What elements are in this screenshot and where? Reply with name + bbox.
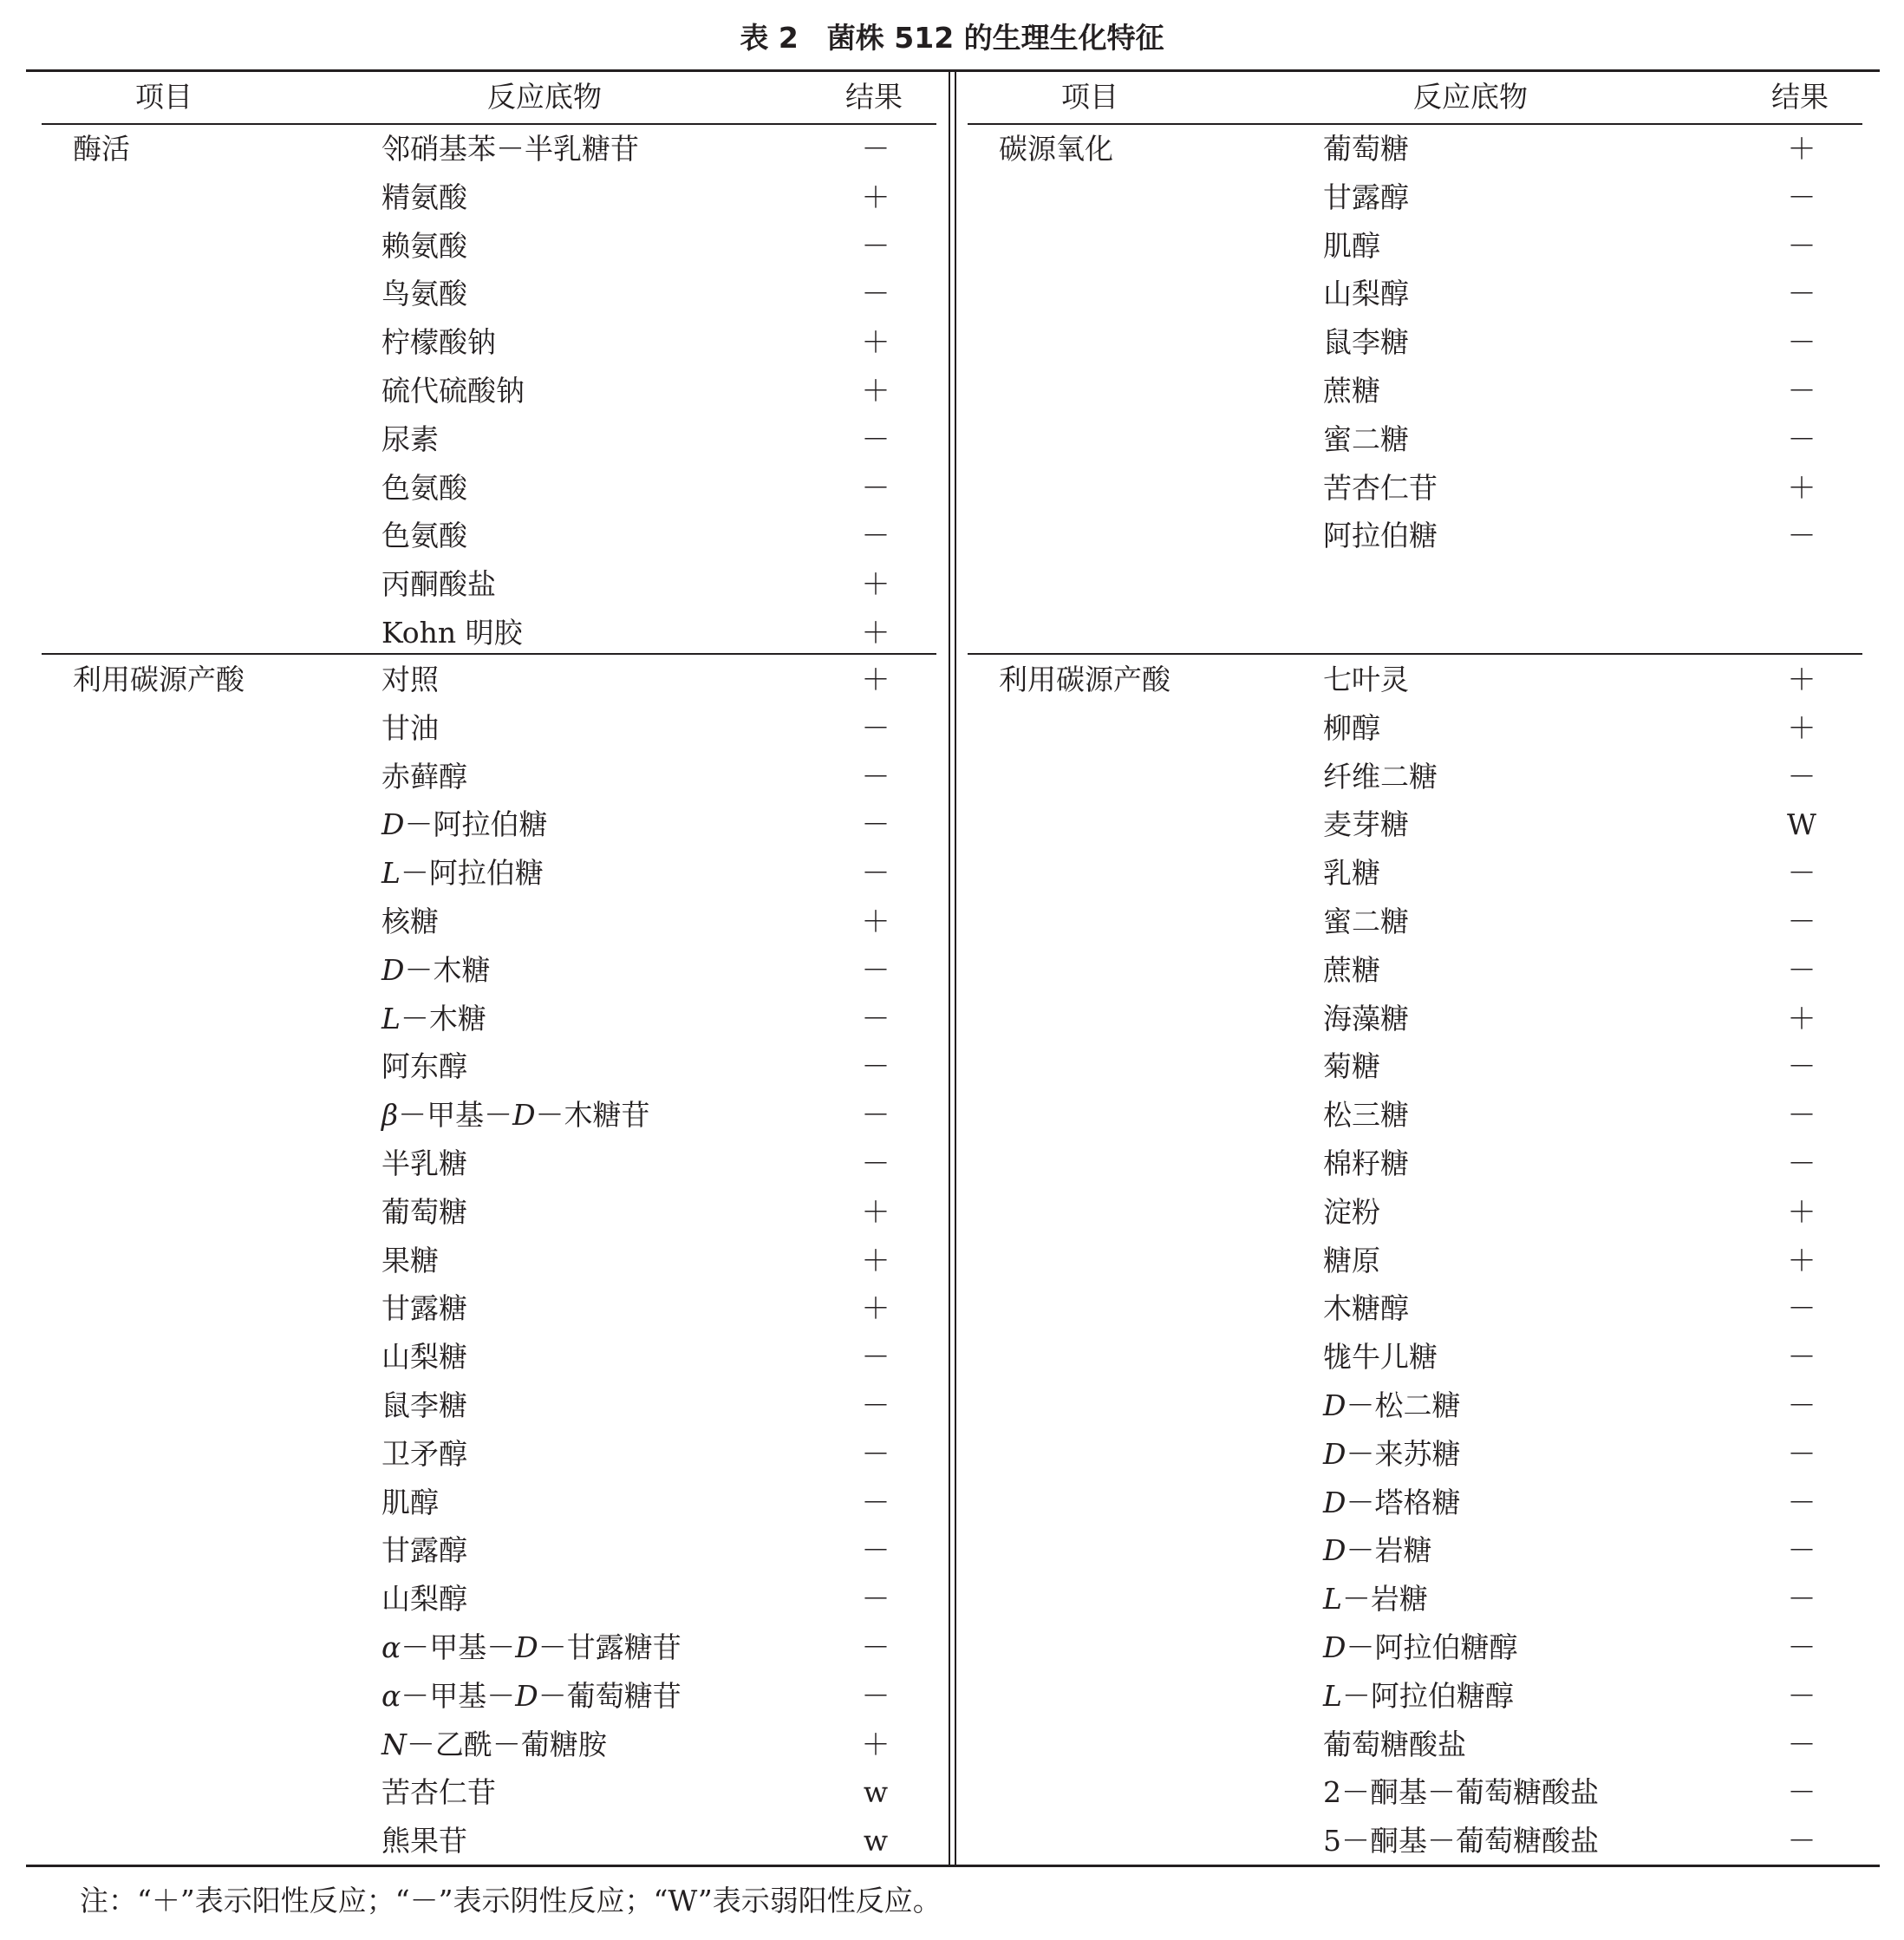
result-cell: － [1787, 905, 1816, 938]
header-result-left: 结果 [845, 80, 903, 114]
substrate-cell: 麦芽糖 [1323, 807, 1409, 842]
header-item-right: 项目 [1061, 80, 1118, 114]
column-divider-right [955, 72, 956, 1865]
substrate-cell: 阿拉伯糖 [1323, 519, 1438, 553]
result-cell: － [861, 1001, 890, 1035]
substrate-cell: 菊糖 [1323, 1049, 1380, 1084]
substrate-cell: 乳糖 [1323, 856, 1380, 891]
header-result-right: 结果 [1771, 80, 1829, 114]
result-cell: － [1787, 1533, 1816, 1568]
result-cell: ＋ [1787, 1194, 1816, 1229]
result-cell: － [1787, 1582, 1816, 1617]
substrate-cell: 核糖 [381, 905, 439, 938]
result-cell: － [861, 1436, 890, 1471]
result-cell: － [861, 1098, 890, 1133]
result-cell: － [1787, 1775, 1816, 1810]
result-cell: ＋ [861, 1291, 890, 1326]
result-cell: － [861, 277, 890, 311]
result-cell: ＋ [1787, 470, 1816, 505]
substrate-cell: L－阿拉伯糖醇 [1323, 1678, 1514, 1713]
substrate-cell: L－木糖 [381, 1001, 486, 1035]
substrate-cell: D－松二糖 [1323, 1388, 1461, 1422]
substrate-cell: α－甲基－D－甘露糖苷 [381, 1630, 681, 1664]
result-cell: － [861, 1630, 890, 1664]
substrate-cell: 精氨酸 [381, 180, 467, 214]
substrate-cell: 甘露糖 [381, 1291, 467, 1326]
result-cell: ＋ [1787, 1243, 1816, 1277]
result-cell: － [861, 759, 890, 794]
result-cell: － [861, 470, 890, 505]
result-cell: － [861, 952, 890, 987]
substrate-cell: 2－酮基－葡萄糖酸盐 [1323, 1775, 1599, 1810]
result-cell: － [1787, 759, 1816, 794]
substrate-cell: Kohn 明胶 [381, 616, 523, 650]
result-cell: ＋ [861, 905, 890, 938]
result-cell: ＋ [861, 1727, 890, 1761]
substrate-cell: 海藻糖 [1323, 1001, 1409, 1035]
substrate-cell: 柳醇 [1323, 710, 1380, 745]
header-rule-left [42, 123, 936, 125]
result-cell: ＋ [861, 374, 890, 408]
result-cell: － [1787, 1340, 1816, 1375]
substrate-cell: α－甲基－D－葡萄糖苷 [381, 1678, 681, 1713]
result-cell: － [1787, 1049, 1816, 1084]
substrate-cell: 丙酮酸盐 [381, 567, 496, 602]
substrate-cell: 阿东醇 [381, 1049, 467, 1084]
substrate-cell: 葡萄糖 [1323, 132, 1409, 166]
column-divider-left [949, 72, 950, 1865]
substrate-cell: D－塔格糖 [1323, 1485, 1461, 1519]
table-footnote: 注：“＋”表示阳性反应；“－”表示阴性反应；“W”表示弱阳性反应。 [80, 1884, 942, 1917]
substrate-cell: 甘露醇 [1323, 180, 1409, 214]
result-cell: － [1787, 1727, 1816, 1761]
result-cell: ＋ [861, 180, 890, 214]
substrate-cell: 七叶灵 [1323, 663, 1409, 696]
substrate-cell: L－岩糖 [1323, 1582, 1428, 1617]
result-cell: － [861, 1582, 890, 1617]
substrate-cell: 松三糖 [1323, 1098, 1409, 1133]
result-cell: － [861, 710, 890, 745]
header-item-left: 项目 [135, 80, 192, 114]
result-cell: － [861, 856, 890, 891]
substrate-cell: 甘油 [381, 710, 439, 745]
substrate-cell: N－乙酰－葡糖胺 [381, 1727, 607, 1761]
result-cell: － [861, 1678, 890, 1713]
substrate-cell: 淀粉 [1323, 1194, 1380, 1229]
substrate-cell: L－阿拉伯糖 [381, 856, 544, 891]
result-cell: ＋ [861, 325, 890, 360]
result-cell: － [1787, 1824, 1816, 1858]
header-substrate-left: 反应底物 [487, 80, 602, 114]
substrate-cell: 葡萄糖 [381, 1194, 467, 1229]
result-cell: － [1787, 856, 1816, 891]
substrate-cell: 5－酮基－葡萄糖酸盐 [1323, 1824, 1599, 1858]
result-cell: － [861, 228, 890, 263]
substrate-cell: 山梨醇 [1323, 277, 1409, 311]
result-cell: － [1787, 952, 1816, 987]
substrate-cell: 鼠李糖 [381, 1388, 467, 1422]
result-cell: － [861, 1146, 890, 1180]
substrate-cell: 甘露醇 [381, 1533, 467, 1568]
substrate-cell: D－岩糖 [1323, 1533, 1432, 1568]
result-cell: － [1787, 1388, 1816, 1422]
substrate-cell: 邻硝基苯－半乳糖苷 [381, 132, 639, 166]
result-cell: － [1787, 1291, 1816, 1326]
substrate-cell: 硫代硫酸钠 [381, 374, 525, 408]
group-label: 利用碳源产酸 [73, 663, 245, 696]
substrate-cell: 纤维二糖 [1323, 759, 1438, 794]
result-cell: － [861, 519, 890, 553]
result-cell: ＋ [1787, 710, 1816, 745]
substrate-cell: 半乳糖 [381, 1146, 467, 1180]
substrate-cell: 色氨酸 [381, 470, 467, 505]
result-cell: ＋ [1787, 132, 1816, 166]
result-cell: － [861, 807, 890, 842]
result-cell: － [1787, 1436, 1816, 1471]
substrate-cell: 赖氨酸 [381, 228, 467, 263]
result-cell: ＋ [861, 616, 890, 650]
result-cell: － [861, 1388, 890, 1422]
substrate-cell: 山梨糖 [381, 1340, 467, 1375]
result-cell: － [1787, 1146, 1816, 1180]
substrate-cell: 鸟氨酸 [381, 277, 467, 311]
result-cell: － [861, 1049, 890, 1084]
substrate-cell: 蜜二糖 [1323, 421, 1409, 456]
substrate-cell: D－阿拉伯糖醇 [1323, 1630, 1518, 1664]
substrate-cell: β－甲基－D－木糖苷 [381, 1098, 650, 1133]
substrate-cell: 苦杏仁苷 [381, 1775, 496, 1810]
substrate-cell: 木糖醇 [1323, 1291, 1409, 1326]
substrate-cell: 对照 [381, 663, 439, 696]
group-label: 碳源氧化 [999, 132, 1113, 166]
result-cell: － [861, 1533, 890, 1568]
result-cell: － [1787, 228, 1816, 263]
substrate-cell: 蔗糖 [1323, 952, 1380, 987]
result-cell: － [1787, 374, 1816, 408]
substrate-cell: D－阿拉伯糖 [381, 807, 548, 842]
substrate-cell: 色氨酸 [381, 519, 467, 553]
substrate-cell: 熊果苷 [381, 1824, 467, 1858]
substrate-cell: 鼠李糖 [1323, 325, 1409, 360]
result-cell: ＋ [861, 1194, 890, 1229]
substrate-cell: D－木糖 [381, 952, 491, 987]
group-rule-right [968, 653, 1862, 655]
result-cell: ＋ [861, 663, 890, 696]
result-cell: － [1787, 1630, 1816, 1664]
result-cell: － [1787, 1485, 1816, 1519]
header-rule-right [968, 123, 1862, 125]
result-cell: － [1787, 519, 1816, 553]
substrate-cell: 果糖 [381, 1243, 439, 1277]
result-cell: － [1787, 1098, 1816, 1133]
substrate-cell: 蔗糖 [1323, 374, 1380, 408]
substrate-cell: 蜜二糖 [1323, 905, 1409, 938]
result-cell: w [863, 1775, 889, 1810]
result-cell: － [861, 1485, 890, 1519]
result-cell: － [1787, 277, 1816, 311]
substrate-cell: 卫矛醇 [381, 1436, 467, 1471]
substrate-cell: 肌醇 [1323, 228, 1380, 263]
result-cell: － [861, 132, 890, 166]
substrate-cell: D－来苏糖 [1323, 1436, 1461, 1471]
result-cell: ＋ [861, 1243, 890, 1277]
table-bottom-rule [26, 1865, 1880, 1867]
group-label: 酶活 [73, 132, 130, 166]
substrate-cell: 糖原 [1323, 1243, 1380, 1277]
group-label: 利用碳源产酸 [999, 663, 1170, 696]
result-cell: － [1787, 180, 1816, 214]
substrate-cell: 柠檬酸钠 [381, 325, 496, 360]
result-cell: ＋ [1787, 663, 1816, 696]
result-cell: W [1787, 807, 1816, 842]
result-cell: － [1787, 1678, 1816, 1713]
table-caption: 表 2 菌株 512 的生理生化特征 [740, 21, 1164, 55]
substrate-cell: 山梨醇 [381, 1582, 467, 1617]
header-substrate-right: 反应底物 [1413, 80, 1528, 114]
substrate-cell: 苦杏仁苷 [1323, 470, 1438, 505]
result-cell: ＋ [861, 567, 890, 602]
result-cell: － [861, 421, 890, 456]
result-cell: － [1787, 421, 1816, 456]
substrate-cell: 尿素 [381, 421, 439, 456]
substrate-cell: 肌醇 [381, 1485, 439, 1519]
result-cell: ＋ [1787, 1001, 1816, 1035]
substrate-cell: 棉籽糖 [1323, 1146, 1409, 1180]
substrate-cell: 牻牛儿糖 [1323, 1340, 1438, 1375]
substrate-cell: 赤藓醇 [381, 759, 467, 794]
result-cell: － [1787, 325, 1816, 360]
result-cell: w [863, 1824, 889, 1858]
result-cell: － [861, 1340, 890, 1375]
substrate-cell: 葡萄糖酸盐 [1323, 1727, 1466, 1761]
group-rule-left [42, 653, 936, 655]
table-top-rule [26, 69, 1880, 72]
